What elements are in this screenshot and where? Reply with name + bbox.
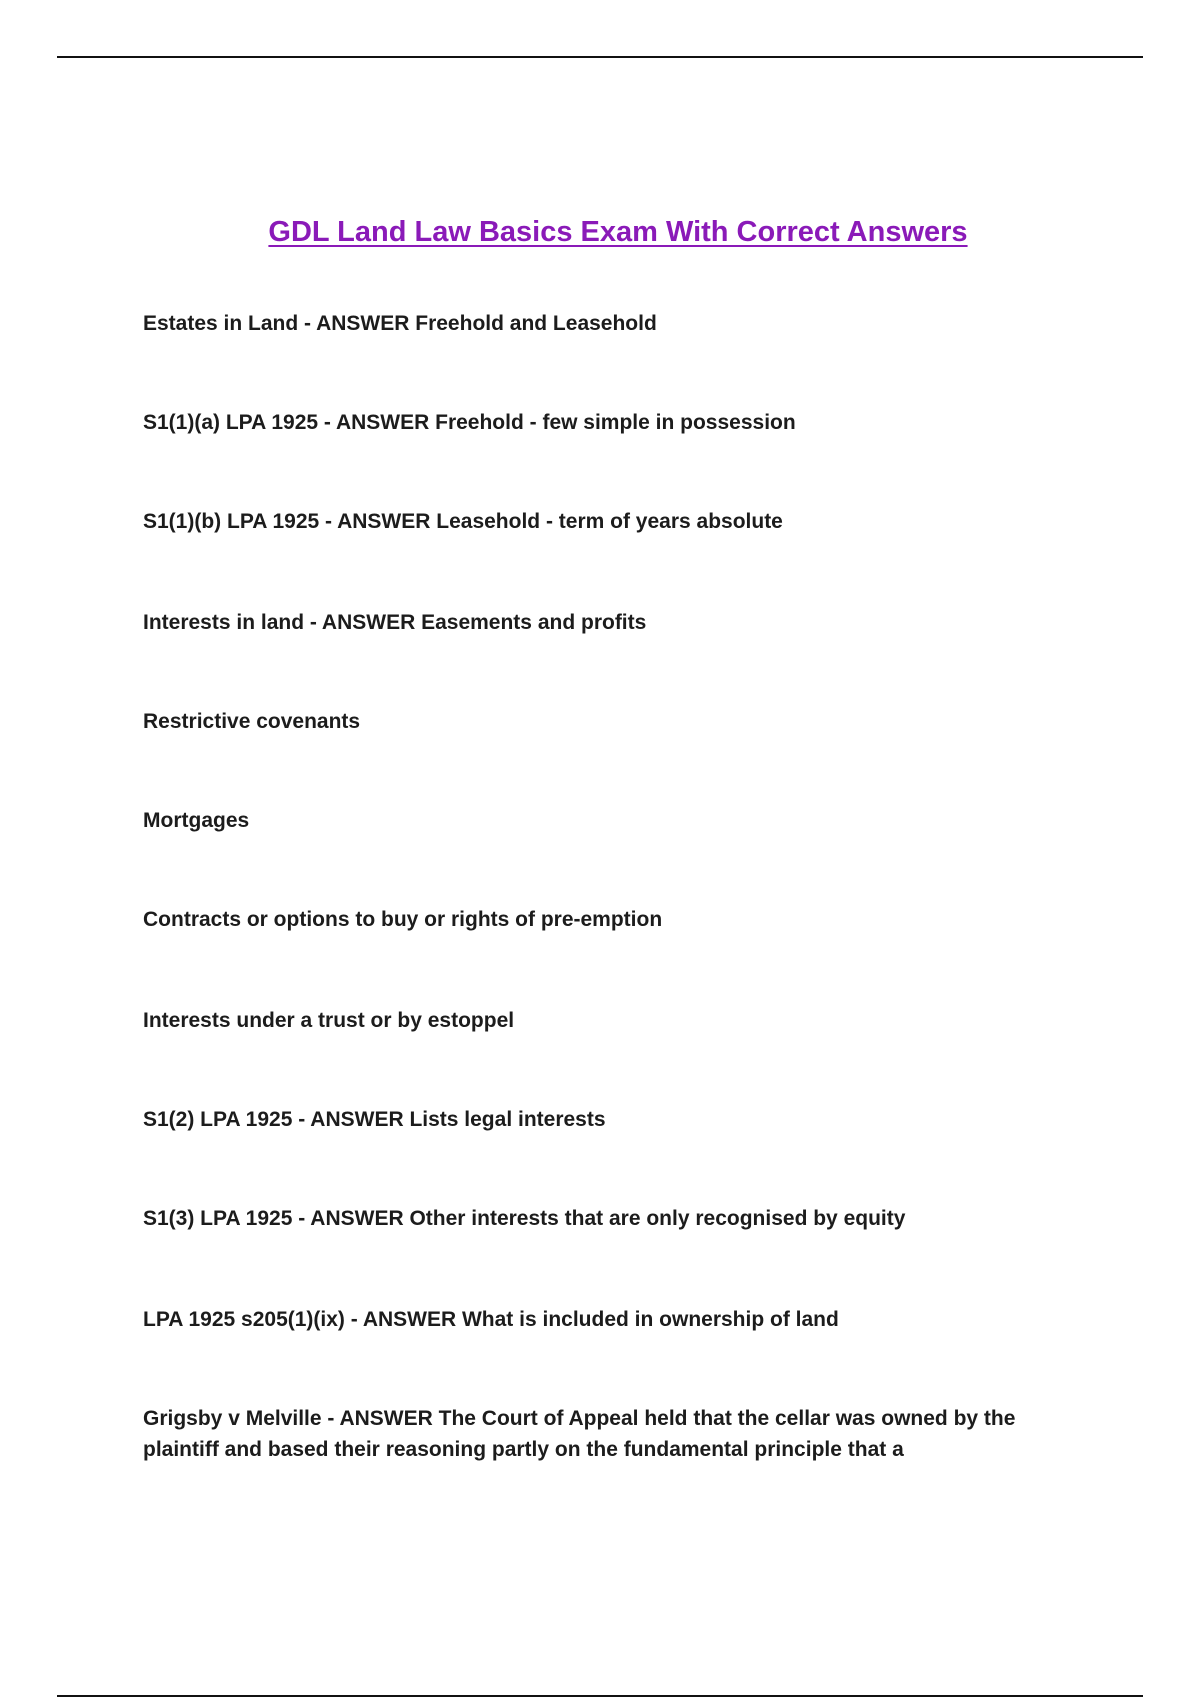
- qa-item-s1-1-b: S1(1)(b) LPA 1925 - ANSWER Leasehold - term of years absolute: [143, 510, 783, 533]
- qa-item-estates-in-land: Estates in Land - ANSWER Freehold and Leasehold: [143, 312, 657, 335]
- qa-item-grigsby-v-melville: Grigsby v Melville - ANSWER The Court of Appeal held that the cellar was owned by the plaintiff and based their reasoning partly on the fundamental principle that a: [143, 1407, 1016, 1461]
- document-title: GDL Land Law Basics Exam With Correct Answers: [268, 216, 968, 249]
- bottom-rule: [57, 1695, 1143, 1697]
- top-rule: [57, 56, 1143, 58]
- qa-item-mortgages: Mortgages: [143, 809, 250, 832]
- qa-item-s1-2: S1(2) LPA 1925 - ANSWER Lists legal interests: [143, 1108, 606, 1131]
- qa-item-interests-in-land: Interests in land - ANSWER Easements and profits: [143, 611, 647, 634]
- qa-item-contracts-options: Contracts or options to buy or rights of pre-emption: [143, 908, 663, 931]
- qa-item-interests-under-trust: Interests under a trust or by estoppel: [143, 1009, 515, 1032]
- qa-item-s1-3: S1(3) LPA 1925 - ANSWER Other interests that are only recognised by equity: [143, 1207, 906, 1230]
- qa-item-restrictive-covenants: Restrictive covenants: [143, 710, 361, 733]
- qa-item-s1-1-a: S1(1)(a) LPA 1925 - ANSWER Freehold - few simple in possession: [143, 411, 796, 434]
- qa-item-lpa-s205: LPA 1925 s205(1)(ix) - ANSWER What is included in ownership of land: [143, 1308, 839, 1331]
